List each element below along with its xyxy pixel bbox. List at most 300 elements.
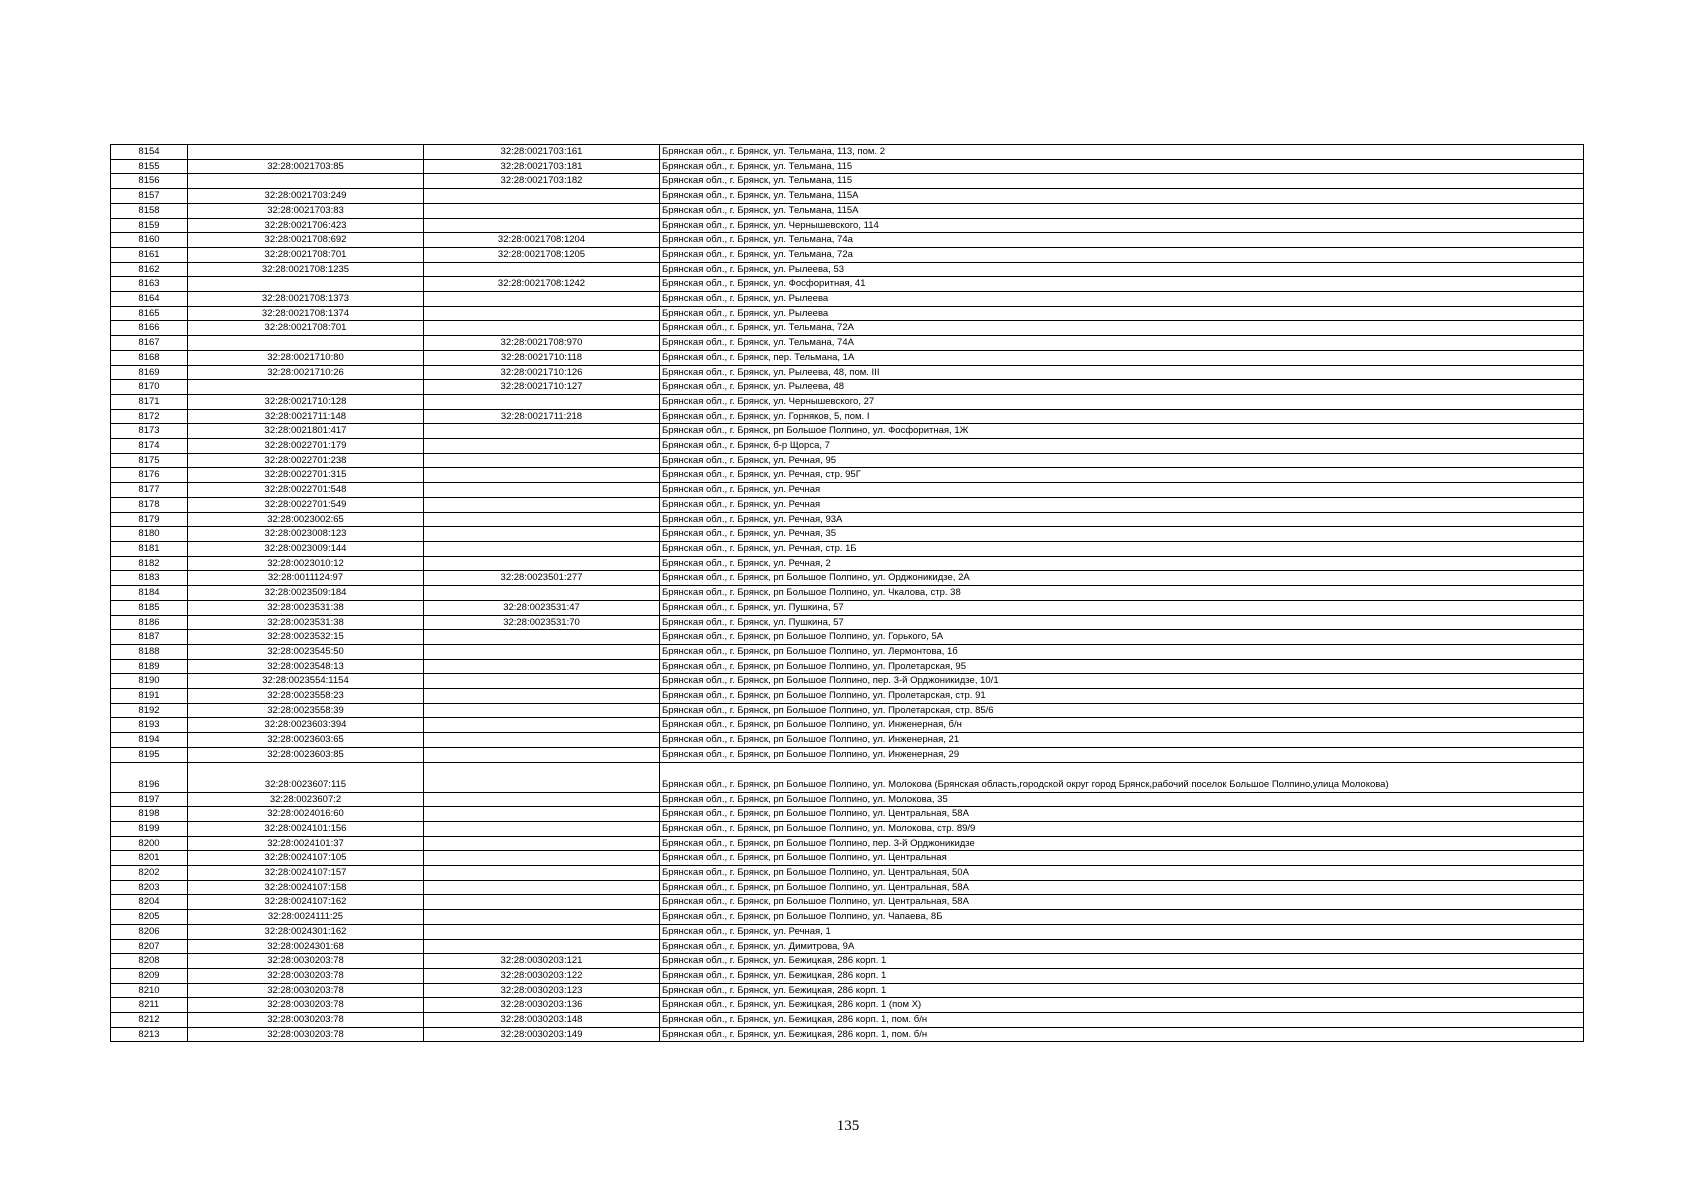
- row-number-cell: 8209: [111, 968, 188, 983]
- address-cell: Брянская обл., г. Брянск, ул. Горняков, 5, пом. I: [660, 409, 1584, 424]
- land-cadastral-number-cell: 32:28:0023554:1154: [188, 674, 424, 689]
- building-cadastral-number-cell: 32:28:0021710:126: [424, 365, 660, 380]
- land-cadastral-number-cell: 32:28:0023008:123: [188, 527, 424, 542]
- address-cell: Брянская обл., г. Брянск, ул. Тельмана, 115: [660, 174, 1584, 189]
- address-cell: Брянская обл., г. Брянск, ул. Рылеева: [660, 292, 1584, 307]
- table-row: [111, 321, 1584, 336]
- land-cadastral-number-cell: [188, 277, 424, 292]
- land-cadastral-number-cell: 32:28:0023558:39: [188, 703, 424, 718]
- table-row: [111, 998, 1584, 1013]
- building-cadastral-number-cell: [424, 895, 660, 910]
- table-row: [111, 703, 1584, 718]
- address-cell: Брянская обл., г. Брянск, рп Большое Полпино, ул. Чкалова, стр. 38: [660, 586, 1584, 601]
- row-number-cell: 8187: [111, 630, 188, 645]
- land-cadastral-number-cell: 32:28:0021801:417: [188, 424, 424, 439]
- building-cadastral-number-cell: 32:28:0030203:149: [424, 1027, 660, 1042]
- land-cadastral-number-cell: 32:28:0023548:13: [188, 659, 424, 674]
- building-cadastral-number-cell: 32:28:0021703:161: [424, 145, 660, 160]
- address-cell: Брянская обл., г. Брянск, ул. Рылеева, 53: [660, 262, 1584, 277]
- address-cell: Брянская обл., г. Брянск, пер. Тельмана, 1А: [660, 350, 1584, 365]
- row-number-cell: 8211: [111, 998, 188, 1013]
- row-number-cell: 8190: [111, 674, 188, 689]
- land-cadastral-number-cell: 32:28:0021708:1373: [188, 292, 424, 307]
- row-number-cell: 8166: [111, 321, 188, 336]
- row-number-cell: 8172: [111, 409, 188, 424]
- land-cadastral-number-cell: 32:28:0030203:78: [188, 1013, 424, 1028]
- address-cell: Брянская обл., г. Брянск, б-р Щорса, 7: [660, 439, 1584, 454]
- table-row: [111, 880, 1584, 895]
- building-cadastral-number-cell: [424, 262, 660, 277]
- land-cadastral-number-cell: 32:28:0021703:85: [188, 159, 424, 174]
- row-number-cell: 8193: [111, 718, 188, 733]
- building-cadastral-number-cell: [424, 512, 660, 527]
- table-row: [111, 189, 1584, 204]
- table-row: [111, 689, 1584, 704]
- row-number-cell: 8191: [111, 689, 188, 704]
- row-number-cell: 8168: [111, 350, 188, 365]
- address-cell: Брянская обл., г. Брянск, ул. Речная, 1: [660, 924, 1584, 939]
- building-cadastral-number-cell: [424, 497, 660, 512]
- building-cadastral-number-cell: [424, 541, 660, 556]
- building-cadastral-number-cell: 32:28:0021703:181: [424, 159, 660, 174]
- land-cadastral-number-cell: 32:28:0022701:179: [188, 439, 424, 454]
- table-row: [111, 615, 1584, 630]
- table-row: [111, 968, 1584, 983]
- building-cadastral-number-cell: 32:28:0021710:118: [424, 350, 660, 365]
- land-cadastral-number-cell: 32:28:0024107:105: [188, 851, 424, 866]
- row-number-cell: 8162: [111, 262, 188, 277]
- address-cell: Брянская обл., г. Брянск, ул. Чернышевского, 114: [660, 218, 1584, 233]
- table-row: [111, 394, 1584, 409]
- land-cadastral-number-cell: 32:28:0030203:78: [188, 954, 424, 969]
- land-cadastral-number-cell: 32:28:0021710:80: [188, 350, 424, 365]
- land-cadastral-number-cell: 32:28:0024301:68: [188, 939, 424, 954]
- address-cell: Брянская обл., г. Брянск, ул. Речная: [660, 483, 1584, 498]
- row-number-cell: 8188: [111, 644, 188, 659]
- land-cadastral-number-cell: 32:28:0023009:144: [188, 541, 424, 556]
- building-cadastral-number-cell: 32:28:0030203:136: [424, 998, 660, 1013]
- row-number-cell: 8208: [111, 954, 188, 969]
- building-cadastral-number-cell: [424, 866, 660, 881]
- land-cadastral-number-cell: 32:28:0023545:50: [188, 644, 424, 659]
- table-row: [111, 439, 1584, 454]
- table-row: [111, 807, 1584, 822]
- row-number-cell: 8201: [111, 851, 188, 866]
- building-cadastral-number-cell: [424, 644, 660, 659]
- row-number-cell: 8154: [111, 145, 188, 160]
- table-row: [111, 851, 1584, 866]
- address-cell: Брянская обл., г. Брянск, рп Большое Полпино, ул. Центральная, 58А: [660, 807, 1584, 822]
- land-cadastral-number-cell: 32:28:0022701:238: [188, 453, 424, 468]
- land-cadastral-number-cell: 32:28:0030203:78: [188, 998, 424, 1013]
- table-row: [111, 895, 1584, 910]
- land-cadastral-number-cell: 32:28:0024107:158: [188, 880, 424, 895]
- address-cell: Брянская обл., г. Брянск, ул. Бежицкая, 286 корп. 1 (пом X): [660, 998, 1584, 1013]
- building-cadastral-number-cell: 32:28:0023531:47: [424, 600, 660, 615]
- row-number-cell: 8199: [111, 821, 188, 836]
- row-number-cell: 8159: [111, 218, 188, 233]
- land-cadastral-number-cell: 32:28:0021706:423: [188, 218, 424, 233]
- row-number-cell: 8207: [111, 939, 188, 954]
- building-cadastral-number-cell: [424, 306, 660, 321]
- building-cadastral-number-cell: 32:28:0021711:218: [424, 409, 660, 424]
- row-number-cell: 8179: [111, 512, 188, 527]
- table-row: [111, 218, 1584, 233]
- table-row: [111, 747, 1584, 762]
- page-number: 135: [836, 1118, 860, 1134]
- building-cadastral-number-cell: 32:28:0030203:123: [424, 983, 660, 998]
- address-cell: Брянская обл., г. Брянск, рп Большое Полпино, ул. Инженерная, 21: [660, 733, 1584, 748]
- address-cell: Брянская обл., г. Брянск, ул. Речная, стр. 95Г: [660, 468, 1584, 483]
- building-cadastral-number-cell: [424, 807, 660, 822]
- address-cell: Брянская обл., г. Брянск, рп Большое Полпино, пер. 3-й Орджоникидзе, 10/1: [660, 674, 1584, 689]
- building-cadastral-number-cell: [424, 733, 660, 748]
- building-cadastral-number-cell: 32:28:0023501:277: [424, 571, 660, 586]
- address-cell: Брянская обл., г. Брянск, ул. Бежицкая, 286 корп. 1: [660, 954, 1584, 969]
- address-cell: Брянская обл., г. Брянск, рп Большое Полпино, ул. Горького, 5А: [660, 630, 1584, 645]
- row-number-cell: 8156: [111, 174, 188, 189]
- table-row: [111, 792, 1584, 807]
- table-row: [111, 954, 1584, 969]
- table-row: [111, 336, 1584, 351]
- row-number-cell: 8202: [111, 866, 188, 881]
- table-row: [111, 556, 1584, 571]
- table-row: [111, 924, 1584, 939]
- table-row: [111, 512, 1584, 527]
- land-cadastral-number-cell: 32:28:0011124:97: [188, 571, 424, 586]
- table-row: [111, 821, 1584, 836]
- table-row: [111, 277, 1584, 292]
- land-cadastral-number-cell: 32:28:0021710:26: [188, 365, 424, 380]
- building-cadastral-number-cell: [424, 924, 660, 939]
- address-cell: Брянская обл., г. Брянск, ул. Тельмана, 115А: [660, 189, 1584, 204]
- row-number-cell: 8176: [111, 468, 188, 483]
- address-cell: Брянская обл., г. Брянск, ул. Тельмана, 72а: [660, 247, 1584, 262]
- land-cadastral-number-cell: 32:28:0023607:115: [188, 762, 424, 792]
- building-cadastral-number-cell: [424, 762, 660, 792]
- row-number-cell: 8203: [111, 880, 188, 895]
- building-cadastral-number-cell: [424, 851, 660, 866]
- building-cadastral-number-cell: [424, 703, 660, 718]
- building-cadastral-number-cell: 32:28:0021703:182: [424, 174, 660, 189]
- table-row: [111, 718, 1584, 733]
- table-body: [111, 145, 1584, 1042]
- building-cadastral-number-cell: [424, 718, 660, 733]
- row-number-cell: 8195: [111, 747, 188, 762]
- land-cadastral-number-cell: 32:28:0030203:78: [188, 1027, 424, 1042]
- row-number-cell: 8184: [111, 586, 188, 601]
- table-row: [111, 159, 1584, 174]
- building-cadastral-number-cell: 32:28:0023531:70: [424, 615, 660, 630]
- address-cell: Брянская обл., г. Брянск, ул. Речная, 93А: [660, 512, 1584, 527]
- row-number-cell: 8212: [111, 1013, 188, 1028]
- address-cell: Брянская обл., г. Брянск, рп Большое Полпино, ул. Инженерная, б/н: [660, 718, 1584, 733]
- land-cadastral-number-cell: 32:28:0021708:1235: [188, 262, 424, 277]
- address-cell: Брянская обл., г. Брянск, ул. Тельмана, 113, пом. 2: [660, 145, 1584, 160]
- address-cell: Брянская обл., г. Брянск, ул. Рылеева, 48, пом. III: [660, 365, 1584, 380]
- building-cadastral-number-cell: [424, 689, 660, 704]
- address-cell: Брянская обл., г. Брянск, рп Большое Полпино, ул. Молокова (Брянская область,городской округ город Брянск,рабочий поселок Большое Полпино,улица Молокова): [660, 762, 1584, 792]
- table-row: [111, 910, 1584, 925]
- row-number-cell: 8213: [111, 1027, 188, 1042]
- building-cadastral-number-cell: [424, 821, 660, 836]
- table-row: [111, 1013, 1584, 1028]
- building-cadastral-number-cell: [424, 321, 660, 336]
- land-cadastral-number-cell: [188, 145, 424, 160]
- row-number-cell: 8163: [111, 277, 188, 292]
- land-cadastral-number-cell: [188, 174, 424, 189]
- row-number-cell: 8170: [111, 380, 188, 395]
- row-number-cell: 8157: [111, 189, 188, 204]
- row-number-cell: 8192: [111, 703, 188, 718]
- table-row: [111, 306, 1584, 321]
- address-cell: Брянская обл., г. Брянск, ул. Тельмана, 72А: [660, 321, 1584, 336]
- table-row: [111, 468, 1584, 483]
- land-cadastral-number-cell: 32:28:0022701:549: [188, 497, 424, 512]
- property-register-table: [110, 144, 1584, 1042]
- table-row: [111, 571, 1584, 586]
- land-cadastral-number-cell: 32:28:0024016:60: [188, 807, 424, 822]
- table-row: [111, 203, 1584, 218]
- address-cell: Брянская обл., г. Брянск, рп Большое Полпино, ул. Инженерная, 29: [660, 747, 1584, 762]
- row-number-cell: 8178: [111, 497, 188, 512]
- building-cadastral-number-cell: [424, 630, 660, 645]
- land-cadastral-number-cell: 32:28:0021711:148: [188, 409, 424, 424]
- land-cadastral-number-cell: 32:28:0024111:25: [188, 910, 424, 925]
- row-number-cell: 8173: [111, 424, 188, 439]
- row-number-cell: 8185: [111, 600, 188, 615]
- land-cadastral-number-cell: 32:28:0024107:162: [188, 895, 424, 910]
- address-cell: Брянская обл., г. Брянск, рп Большое Полпино, ул. Молокова, 35: [660, 792, 1584, 807]
- land-cadastral-number-cell: 32:28:0021708:1374: [188, 306, 424, 321]
- table-row: [111, 409, 1584, 424]
- row-number-cell: 8198: [111, 807, 188, 822]
- address-cell: Брянская обл., г. Брянск, ул. Речная: [660, 497, 1584, 512]
- land-cadastral-number-cell: 32:28:0021708:701: [188, 247, 424, 262]
- building-cadastral-number-cell: [424, 483, 660, 498]
- table-row: [111, 380, 1584, 395]
- land-cadastral-number-cell: 32:28:0021708:701: [188, 321, 424, 336]
- building-cadastral-number-cell: 32:28:0021710:127: [424, 380, 660, 395]
- row-number-cell: 8160: [111, 233, 188, 248]
- table-row: [111, 145, 1584, 160]
- table-row: [111, 497, 1584, 512]
- address-cell: Брянская обл., г. Брянск, рп Большое Полпино, ул. Чапаева, 8Б: [660, 910, 1584, 925]
- land-cadastral-number-cell: 32:28:0023603:65: [188, 733, 424, 748]
- building-cadastral-number-cell: 32:28:0021708:1205: [424, 247, 660, 262]
- building-cadastral-number-cell: [424, 586, 660, 601]
- address-cell: Брянская обл., г. Брянск, рп Большое Полпино, ул. Молокова, стр. 89/9: [660, 821, 1584, 836]
- building-cadastral-number-cell: [424, 394, 660, 409]
- row-number-cell: 8205: [111, 910, 188, 925]
- table-row: [111, 600, 1584, 615]
- row-number-cell: 8169: [111, 365, 188, 380]
- building-cadastral-number-cell: 32:28:0021708:1204: [424, 233, 660, 248]
- row-number-cell: 8175: [111, 453, 188, 468]
- property-register-sheet: [110, 144, 1583, 1042]
- row-number-cell: 8206: [111, 924, 188, 939]
- table-row: [111, 644, 1584, 659]
- address-cell: Брянская обл., г. Брянск, ул. Фосфоритная, 41: [660, 277, 1584, 292]
- land-cadastral-number-cell: 32:28:0022701:315: [188, 468, 424, 483]
- building-cadastral-number-cell: [424, 556, 660, 571]
- row-number-cell: 8204: [111, 895, 188, 910]
- address-cell: Брянская обл., г. Брянск, ул. Чернышевского, 27: [660, 394, 1584, 409]
- building-cadastral-number-cell: [424, 939, 660, 954]
- land-cadastral-number-cell: 32:28:0023558:23: [188, 689, 424, 704]
- table-row: [111, 836, 1584, 851]
- row-number-cell: 8181: [111, 541, 188, 556]
- building-cadastral-number-cell: [424, 424, 660, 439]
- address-cell: Брянская обл., г. Брянск, рп Большое Полпино, ул. Центральная: [660, 851, 1584, 866]
- row-number-cell: 8189: [111, 659, 188, 674]
- address-cell: Брянская обл., г. Брянск, рп Большое Полпино, ул. Пролетарская, стр. 91: [660, 689, 1584, 704]
- row-number-cell: 8174: [111, 439, 188, 454]
- address-cell: Брянская обл., г. Брянск, ул. Тельмана, 74а: [660, 233, 1584, 248]
- address-cell: Брянская обл., г. Брянск, ул. Речная, 35: [660, 527, 1584, 542]
- land-cadastral-number-cell: 32:28:0023603:394: [188, 718, 424, 733]
- address-cell: Брянская обл., г. Брянск, рп Большое Полпино, ул. Центральная, 58А: [660, 895, 1584, 910]
- row-number-cell: 8197: [111, 792, 188, 807]
- table-row: [111, 659, 1584, 674]
- address-cell: Брянская обл., г. Брянск, рп Большое Полпино, пер. 3-й Орджоникидзе: [660, 836, 1584, 851]
- row-number-cell: 8167: [111, 336, 188, 351]
- table-row: [111, 262, 1584, 277]
- row-number-cell: 8210: [111, 983, 188, 998]
- address-cell: Брянская обл., г. Брянск, ул. Димитрова, 9А: [660, 939, 1584, 954]
- table-row: [111, 1027, 1584, 1042]
- row-number-cell: 8164: [111, 292, 188, 307]
- row-number-cell: 8186: [111, 615, 188, 630]
- address-cell: Брянская обл., г. Брянск, рп Большое Полпино, ул. Пролетарская, 95: [660, 659, 1584, 674]
- land-cadastral-number-cell: 32:28:0024301:162: [188, 924, 424, 939]
- land-cadastral-number-cell: 32:28:0021708:692: [188, 233, 424, 248]
- land-cadastral-number-cell: 32:28:0024107:157: [188, 866, 424, 881]
- address-cell: Брянская обл., г. Брянск, ул. Бежицкая, 286 корп. 1: [660, 983, 1584, 998]
- table-row: [111, 483, 1584, 498]
- table-row: [111, 586, 1584, 601]
- table-row: [111, 365, 1584, 380]
- land-cadastral-number-cell: 32:28:0024101:156: [188, 821, 424, 836]
- building-cadastral-number-cell: [424, 659, 660, 674]
- table-row: [111, 983, 1584, 998]
- building-cadastral-number-cell: 32:28:0021708:1242: [424, 277, 660, 292]
- table-row: [111, 541, 1584, 556]
- table-row: [111, 350, 1584, 365]
- row-number-cell: 8171: [111, 394, 188, 409]
- row-number-cell: 8180: [111, 527, 188, 542]
- address-cell: Брянская обл., г. Брянск, рп Большое Полпино, ул. Пролетарская, стр. 85/6: [660, 703, 1584, 718]
- table-row: [111, 527, 1584, 542]
- row-number-cell: 8155: [111, 159, 188, 174]
- row-number-cell: 8200: [111, 836, 188, 851]
- land-cadastral-number-cell: 32:28:0023002:65: [188, 512, 424, 527]
- building-cadastral-number-cell: [424, 203, 660, 218]
- address-cell: Брянская обл., г. Брянск, ул. Бежицкая, 286 корп. 1: [660, 968, 1584, 983]
- building-cadastral-number-cell: [424, 453, 660, 468]
- building-cadastral-number-cell: 32:28:0030203:122: [424, 968, 660, 983]
- land-cadastral-number-cell: [188, 336, 424, 351]
- land-cadastral-number-cell: 32:28:0023532:15: [188, 630, 424, 645]
- land-cadastral-number-cell: 32:28:0023531:38: [188, 615, 424, 630]
- land-cadastral-number-cell: [188, 380, 424, 395]
- building-cadastral-number-cell: [424, 792, 660, 807]
- building-cadastral-number-cell: [424, 836, 660, 851]
- land-cadastral-number-cell: 32:28:0023531:38: [188, 600, 424, 615]
- table-row: [111, 939, 1584, 954]
- table-row: [111, 247, 1584, 262]
- address-cell: Брянская обл., г. Брянск, ул. Рылеева: [660, 306, 1584, 321]
- land-cadastral-number-cell: 32:28:0021703:249: [188, 189, 424, 204]
- table-row: [111, 630, 1584, 645]
- table-row: [111, 674, 1584, 689]
- address-cell: Брянская обл., г. Брянск, рп Большое Полпино, ул. Центральная, 50А: [660, 866, 1584, 881]
- table-row: [111, 424, 1584, 439]
- building-cadastral-number-cell: [424, 189, 660, 204]
- address-cell: Брянская обл., г. Брянск, ул. Речная, 95: [660, 453, 1584, 468]
- table-row: [111, 866, 1584, 881]
- building-cadastral-number-cell: [424, 439, 660, 454]
- address-cell: Брянская обл., г. Брянск, ул. Бежицкая, 286 корп. 1, пом. б/н: [660, 1013, 1584, 1028]
- building-cadastral-number-cell: [424, 218, 660, 233]
- building-cadastral-number-cell: [424, 747, 660, 762]
- land-cadastral-number-cell: 32:28:0030203:78: [188, 983, 424, 998]
- table-row: [111, 453, 1584, 468]
- address-cell: Брянская обл., г. Брянск, рп Большое Полпино, ул. Лермонтова, 1б: [660, 644, 1584, 659]
- building-cadastral-number-cell: [424, 527, 660, 542]
- table-row: [111, 233, 1584, 248]
- land-cadastral-number-cell: 32:28:0023607:2: [188, 792, 424, 807]
- address-cell: Брянская обл., г. Брянск, ул. Рылеева, 48: [660, 380, 1584, 395]
- land-cadastral-number-cell: 32:28:0021703:83: [188, 203, 424, 218]
- row-number-cell: 8165: [111, 306, 188, 321]
- building-cadastral-number-cell: [424, 468, 660, 483]
- row-number-cell: 8177: [111, 483, 188, 498]
- building-cadastral-number-cell: 32:28:0021708:970: [424, 336, 660, 351]
- building-cadastral-number-cell: [424, 910, 660, 925]
- land-cadastral-number-cell: 32:28:0024101:37: [188, 836, 424, 851]
- row-number-cell: 8194: [111, 733, 188, 748]
- land-cadastral-number-cell: 32:28:0023509:184: [188, 586, 424, 601]
- address-cell: Брянская обл., г. Брянск, ул. Речная, стр. 1Б: [660, 541, 1584, 556]
- address-cell: Брянская обл., г. Брянск, ул. Тельмана, 74А: [660, 336, 1584, 351]
- land-cadastral-number-cell: 32:28:0030203:78: [188, 968, 424, 983]
- row-number-cell: 8196: [111, 762, 188, 792]
- row-number-cell: 8183: [111, 571, 188, 586]
- building-cadastral-number-cell: [424, 880, 660, 895]
- land-cadastral-number-cell: 32:28:0022701:548: [188, 483, 424, 498]
- address-cell: Брянская обл., г. Брянск, ул. Бежицкая, 286 корп. 1, пом. б/н: [660, 1027, 1584, 1042]
- table-row: [111, 174, 1584, 189]
- table-row: [111, 292, 1584, 307]
- address-cell: Брянская обл., г. Брянск, рп Большое Полпино, ул. Центральная, 58А: [660, 880, 1584, 895]
- address-cell: Брянская обл., г. Брянск, рп Большое Полпино, ул. Орджоникидзе, 2А: [660, 571, 1584, 586]
- land-cadastral-number-cell: 32:28:0021710:128: [188, 394, 424, 409]
- building-cadastral-number-cell: 32:28:0030203:148: [424, 1013, 660, 1028]
- address-cell: Брянская обл., г. Брянск, ул. Тельмана, 115: [660, 159, 1584, 174]
- row-number-cell: 8158: [111, 203, 188, 218]
- address-cell: Брянская обл., г. Брянск, ул. Пушкина, 57: [660, 615, 1584, 630]
- building-cadastral-number-cell: [424, 674, 660, 689]
- address-cell: Брянская обл., г. Брянск, ул. Речная, 2: [660, 556, 1584, 571]
- table-row: [111, 733, 1584, 748]
- building-cadastral-number-cell: 32:28:0030203:121: [424, 954, 660, 969]
- address-cell: Брянская обл., г. Брянск, ул. Тельмана, 115А: [660, 203, 1584, 218]
- address-cell: Брянская обл., г. Брянск, ул. Пушкина, 57: [660, 600, 1584, 615]
- table-row: [111, 762, 1584, 792]
- row-number-cell: 8182: [111, 556, 188, 571]
- land-cadastral-number-cell: 32:28:0023010:12: [188, 556, 424, 571]
